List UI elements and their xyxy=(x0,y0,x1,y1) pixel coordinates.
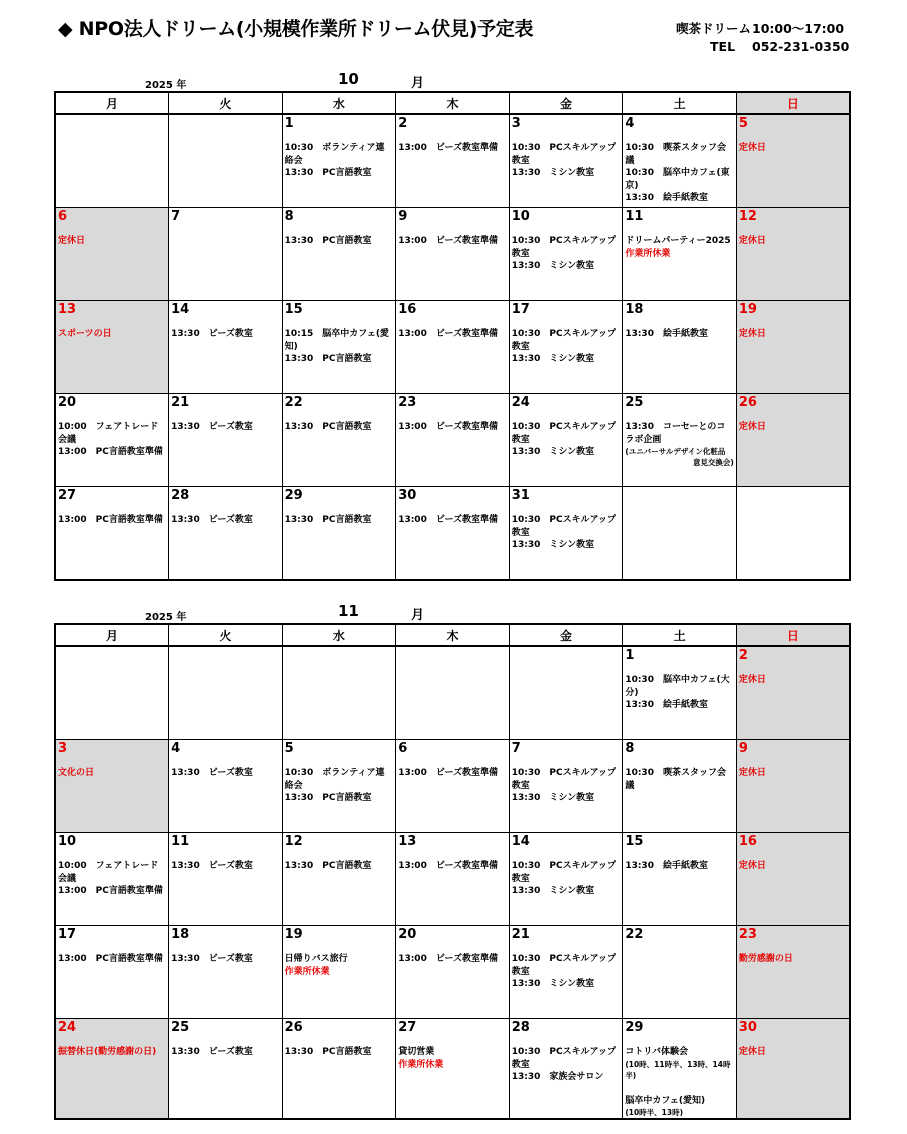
event-text: 13:00 ビーズ教室準備 xyxy=(398,768,499,778)
event-text: 13:30 PC言語教室 xyxy=(284,354,372,364)
event-text: コトリバ体験会 xyxy=(625,1047,689,1057)
day-cell xyxy=(509,301,623,394)
event-text: 13:30 PC言語教室 xyxy=(284,861,372,871)
day-cell xyxy=(396,114,510,208)
day-cell xyxy=(509,394,623,487)
day-number: 15 xyxy=(284,302,303,317)
day-number: 2 xyxy=(398,116,408,131)
day-cell xyxy=(169,394,283,487)
day-cell xyxy=(169,740,283,833)
event-text: ドリームパーティー2025 xyxy=(625,236,731,246)
event-text: 13:30 PC言語教室 xyxy=(284,422,372,432)
weekday-header: 木 xyxy=(396,92,510,114)
event-text: 13:30 絵手紙教室 xyxy=(625,861,708,871)
day-cell xyxy=(509,114,623,208)
event-text: 13:30 ビーズ教室 xyxy=(171,768,253,778)
event-text: 13:30 ミシン教室 xyxy=(511,261,595,271)
month-number: 11 xyxy=(338,602,359,620)
event-text: 13:30 PC言語教室 xyxy=(284,1047,372,1057)
day-cell xyxy=(396,487,510,581)
week-row xyxy=(55,646,850,740)
event-text: (10時半、13時) xyxy=(625,1108,684,1117)
day-cell xyxy=(55,487,169,581)
holiday-note: 定休日 xyxy=(738,861,766,871)
day-cell xyxy=(736,833,850,926)
day-number: 25 xyxy=(625,395,644,410)
shop-info xyxy=(676,20,849,56)
day-number: 17 xyxy=(511,302,530,317)
day-cell xyxy=(55,208,169,301)
event-text: 13:30 ミシン教室 xyxy=(511,168,595,178)
event-text: 13:30 ビーズ教室 xyxy=(171,1047,253,1057)
event-text: 10:30 脳卒中カフェ(大分) xyxy=(625,675,730,698)
event-text: 13:00 PC言語教室準備 xyxy=(58,447,163,457)
event-text: 10:00 フェアトレード会議 xyxy=(58,861,159,884)
day-number: 6 xyxy=(398,741,408,756)
holiday-note: 作業所休業 xyxy=(398,1059,444,1070)
holiday-note: 定休日 xyxy=(58,236,86,246)
day-number: 24 xyxy=(511,395,530,410)
day-cell xyxy=(282,1019,396,1120)
holiday-note: 勤労感謝の日 xyxy=(738,954,793,964)
month-number: 10 xyxy=(338,70,359,88)
day-number: 15 xyxy=(625,834,644,849)
event-text: 13:30 ビーズ教室 xyxy=(171,329,253,339)
week-row xyxy=(55,114,850,208)
day-cell xyxy=(169,926,283,1019)
event-text: 13:30 コーセーとのコラボ企画 xyxy=(625,422,726,445)
day-cell xyxy=(55,740,169,833)
day-cell xyxy=(55,833,169,926)
day-cell xyxy=(623,646,737,740)
day-number: 19 xyxy=(738,302,757,317)
day-cell xyxy=(282,646,396,740)
event-text: 13:30 PC言語教室 xyxy=(284,515,372,525)
day-cell xyxy=(55,301,169,394)
day-number: 11 xyxy=(625,209,644,224)
day-number: 1 xyxy=(284,116,294,131)
day-number: 8 xyxy=(284,209,294,224)
event-text: 10:30 脳卒中カフェ(東京) xyxy=(625,168,730,191)
day-cell xyxy=(55,114,169,208)
week-row xyxy=(55,208,850,301)
day-number: 5 xyxy=(284,741,294,756)
day-number: 26 xyxy=(284,1020,303,1035)
day-cell xyxy=(169,114,283,208)
event-text: 13:00 PC言語教室準備 xyxy=(58,515,163,525)
day-cell xyxy=(396,301,510,394)
event-text: 13:00 ビーズ教室準備 xyxy=(398,236,499,246)
day-cell xyxy=(169,1019,283,1120)
day-cell xyxy=(396,394,510,487)
event-text: 13:00 ビーズ教室準備 xyxy=(398,954,499,964)
event-text: 13:30 ミシン教室 xyxy=(511,793,595,803)
event-text: 13:30 ビーズ教室 xyxy=(171,515,253,525)
day-number: 14 xyxy=(171,302,190,317)
event-text: 13:30 絵手紙教室 xyxy=(625,700,708,710)
holiday-note: 文化の日 xyxy=(58,768,95,778)
day-number: 1 xyxy=(625,648,635,663)
shop-name: 喫茶ドリーム xyxy=(676,21,752,36)
day-cell xyxy=(396,208,510,301)
day-number: 12 xyxy=(738,209,757,224)
holiday-note: 作業所休業 xyxy=(625,248,671,259)
event-text: 10:30 PCスキルアップ教室 xyxy=(511,143,616,166)
day-cell xyxy=(55,926,169,1019)
day-number: 21 xyxy=(171,395,190,410)
day-cell xyxy=(623,208,737,301)
weekday-header: 土 xyxy=(623,624,737,646)
event-text: 13:30 ビーズ教室 xyxy=(171,954,253,964)
day-cell xyxy=(282,208,396,301)
weekday-header-row xyxy=(55,92,850,114)
day-number: 14 xyxy=(511,834,530,849)
day-number: 28 xyxy=(171,488,190,503)
day-number: 30 xyxy=(738,1020,757,1035)
day-cell xyxy=(736,114,850,208)
holiday-note: 定休日 xyxy=(738,236,766,246)
day-cell xyxy=(623,1019,737,1120)
event-text: 10:30 PCスキルアップ教室 xyxy=(511,515,616,538)
event-text: 10:30 喫茶スタッフ会議 xyxy=(625,768,726,791)
day-cell xyxy=(282,833,396,926)
event-text: 10:15 脳卒中カフェ(愛知) xyxy=(284,329,389,352)
event-text: 13:30 PC言語教室 xyxy=(284,168,372,178)
day-cell xyxy=(169,833,283,926)
day-cell xyxy=(623,114,737,208)
day-number: 22 xyxy=(284,395,303,410)
weekday-header-row xyxy=(55,624,850,646)
shop-hours: 10:00～17:00 xyxy=(752,21,845,36)
calendar-october xyxy=(54,91,851,581)
event-text: 10:30 喫茶スタッフ会議 xyxy=(625,143,726,166)
event-text: 脳卒中カフェ(愛知) xyxy=(625,1095,706,1106)
week-row xyxy=(55,1019,850,1120)
day-cell xyxy=(282,114,396,208)
day-number: 23 xyxy=(398,395,417,410)
holiday-note: 作業所休業 xyxy=(284,966,330,977)
day-number: 7 xyxy=(511,741,521,756)
day-cell xyxy=(396,833,510,926)
week-row xyxy=(55,394,850,487)
holiday-note: 振替休日(勤労感謝の日) xyxy=(58,1047,157,1057)
weekday-header: 日 xyxy=(736,92,850,114)
day-number: 3 xyxy=(58,741,68,756)
event-text: 13:00 ビーズ教室準備 xyxy=(398,329,499,339)
day-cell xyxy=(623,394,737,487)
event-text: 13:00 ビーズ教室準備 xyxy=(398,515,499,525)
day-cell xyxy=(509,487,623,581)
day-cell xyxy=(396,1019,510,1120)
day-cell xyxy=(736,740,850,833)
day-number: 30 xyxy=(398,488,417,503)
tel-label: TEL xyxy=(710,39,736,54)
day-cell xyxy=(282,926,396,1019)
event-text: 10:30 PCスキルアップ教室 xyxy=(511,422,616,445)
day-cell xyxy=(396,646,510,740)
day-number: 13 xyxy=(398,834,417,849)
day-number: 19 xyxy=(284,927,303,942)
event-text: 13:30 PC言語教室 xyxy=(284,793,372,803)
day-cell xyxy=(169,646,283,740)
weekday-header: 金 xyxy=(509,624,623,646)
event-text: 13:30 ミシン教室 xyxy=(511,886,595,896)
holiday-note: 定休日 xyxy=(738,768,766,778)
day-cell xyxy=(623,740,737,833)
page-title: ◆ NPO法人ドリーム(小規模作業所ドリーム伏見)予定表 xyxy=(58,18,534,40)
weekday-header: 水 xyxy=(282,92,396,114)
weekday-header: 木 xyxy=(396,624,510,646)
calendar-november xyxy=(54,623,851,1120)
day-cell xyxy=(736,487,850,581)
event-text: 13:30 ミシン教室 xyxy=(511,540,595,550)
day-number: 10 xyxy=(58,834,77,849)
day-cell xyxy=(396,926,510,1019)
day-cell xyxy=(282,487,396,581)
day-number: 18 xyxy=(625,302,644,317)
event-text: 10:30 PCスキルアップ教室 xyxy=(511,861,616,884)
day-cell xyxy=(736,301,850,394)
day-number: 29 xyxy=(284,488,303,503)
day-number: 4 xyxy=(625,116,635,131)
month-header-november xyxy=(55,602,851,624)
event-text: (ユニバーサルデザイン化粧品 xyxy=(625,447,726,456)
weekday-header: 土 xyxy=(623,92,737,114)
event-text: (10時、11時半、13時、14時半) xyxy=(625,1059,731,1080)
day-cell xyxy=(509,646,623,740)
day-number: 23 xyxy=(738,927,757,942)
day-number: 24 xyxy=(58,1020,77,1035)
day-number: 27 xyxy=(398,1020,417,1035)
day-number: 26 xyxy=(738,395,757,410)
weekday-header: 月 xyxy=(55,624,169,646)
event-text: 10:30 PCスキルアップ教室 xyxy=(511,329,616,352)
day-number: 16 xyxy=(398,302,417,317)
day-cell xyxy=(169,301,283,394)
day-cell xyxy=(509,1019,623,1120)
day-number: 16 xyxy=(738,834,757,849)
day-cell xyxy=(396,740,510,833)
weekday-header: 火 xyxy=(169,92,283,114)
event-text: 13:00 ビーズ教室準備 xyxy=(398,422,499,432)
month-word: 月 xyxy=(411,76,425,91)
day-cell xyxy=(509,833,623,926)
day-cell xyxy=(736,926,850,1019)
day-number: 4 xyxy=(171,741,181,756)
week-row xyxy=(55,487,850,581)
day-number: 28 xyxy=(511,1020,530,1035)
event-text: 13:00 ビーズ教室準備 xyxy=(398,861,499,871)
event-text: 10:30 PCスキルアップ教室 xyxy=(511,1047,616,1070)
day-cell xyxy=(623,487,737,581)
weekday-header: 水 xyxy=(282,624,396,646)
holiday-note: スポーツの日 xyxy=(58,329,112,339)
day-number: 27 xyxy=(58,488,77,503)
day-number: 20 xyxy=(58,395,77,410)
event-text: 10:30 ボランティア連絡会 xyxy=(284,768,385,791)
holiday-note: 定休日 xyxy=(738,422,766,432)
day-number: 17 xyxy=(58,927,77,942)
day-cell xyxy=(169,208,283,301)
day-cell xyxy=(509,926,623,1019)
event-text: 13:00 PC言語教室準備 xyxy=(58,886,163,896)
event-text: 13:30 ミシン教室 xyxy=(511,447,595,457)
event-text: 10:30 PCスキルアップ教室 xyxy=(511,954,616,977)
event-text: 13:30 絵手紙教室 xyxy=(625,193,708,203)
event-text: 10:00 フェアトレード会議 xyxy=(58,422,159,445)
year-label: 2025 年 xyxy=(145,612,187,623)
week-row xyxy=(55,740,850,833)
day-cell xyxy=(736,1019,850,1120)
year-label: 2025 年 xyxy=(145,80,187,91)
event-text: 13:30 ビーズ教室 xyxy=(171,861,253,871)
event-text: 13:30 PC言語教室 xyxy=(284,236,372,246)
event-text: 13:00 ビーズ教室準備 xyxy=(398,143,499,153)
week-row xyxy=(55,926,850,1019)
day-cell xyxy=(282,740,396,833)
day-cell xyxy=(55,646,169,740)
holiday-note: 定休日 xyxy=(738,1047,766,1057)
day-number: 8 xyxy=(625,741,635,756)
week-row xyxy=(55,833,850,926)
day-cell xyxy=(736,646,850,740)
day-number: 18 xyxy=(171,927,190,942)
event-text: 13:30 家族会サロン xyxy=(511,1072,604,1082)
day-cell xyxy=(623,301,737,394)
event-text: 日帰りバス旅行 xyxy=(284,954,348,964)
day-cell xyxy=(736,208,850,301)
day-cell xyxy=(623,833,737,926)
event-text: 13:30 絵手紙教室 xyxy=(625,329,708,339)
event-text: 10:30 PCスキルアップ教室 xyxy=(511,236,616,259)
day-cell xyxy=(509,740,623,833)
day-number: 20 xyxy=(398,927,417,942)
day-cell xyxy=(282,394,396,487)
day-cell xyxy=(55,394,169,487)
event-text: 13:30 ミシン教室 xyxy=(511,979,595,989)
day-number: 7 xyxy=(171,209,181,224)
holiday-note: 定休日 xyxy=(738,143,766,153)
tel-number: 052-231-0350 xyxy=(752,39,850,54)
day-number: 11 xyxy=(171,834,190,849)
day-cell xyxy=(55,1019,169,1120)
event-text: 意見交換会) xyxy=(692,458,734,467)
day-number: 2 xyxy=(738,648,748,663)
day-cell xyxy=(282,301,396,394)
event-text: 10:30 PCスキルアップ教室 xyxy=(511,768,616,791)
day-number: 31 xyxy=(511,488,530,503)
month-word: 月 xyxy=(411,608,425,623)
weekday-header: 月 xyxy=(55,92,169,114)
day-number: 22 xyxy=(625,927,644,942)
day-cell xyxy=(509,208,623,301)
day-number: 9 xyxy=(738,741,748,756)
day-number: 29 xyxy=(625,1020,644,1035)
day-number: 13 xyxy=(58,302,77,317)
day-number: 9 xyxy=(398,209,408,224)
day-number: 3 xyxy=(511,116,521,131)
day-number: 6 xyxy=(58,209,68,224)
month-header-october xyxy=(55,70,851,92)
event-text: 貸切営業 xyxy=(398,1047,435,1057)
day-cell xyxy=(623,926,737,1019)
day-cell xyxy=(169,487,283,581)
weekday-header: 金 xyxy=(509,92,623,114)
event-text: 13:00 PC言語教室準備 xyxy=(58,954,163,964)
day-number: 10 xyxy=(511,209,530,224)
day-cell xyxy=(736,394,850,487)
week-row xyxy=(55,301,850,394)
weekday-header: 火 xyxy=(169,624,283,646)
day-number: 25 xyxy=(171,1020,190,1035)
event-text: 13:30 ミシン教室 xyxy=(511,354,595,364)
day-number: 5 xyxy=(738,116,748,131)
holiday-note: 定休日 xyxy=(738,675,766,685)
event-text: 13:30 ビーズ教室 xyxy=(171,422,253,432)
event-text: 10:30 ボランティア連絡会 xyxy=(284,143,385,166)
weekday-header: 日 xyxy=(736,624,850,646)
day-number: 21 xyxy=(511,927,530,942)
day-number: 12 xyxy=(284,834,303,849)
holiday-note: 定休日 xyxy=(738,329,766,339)
